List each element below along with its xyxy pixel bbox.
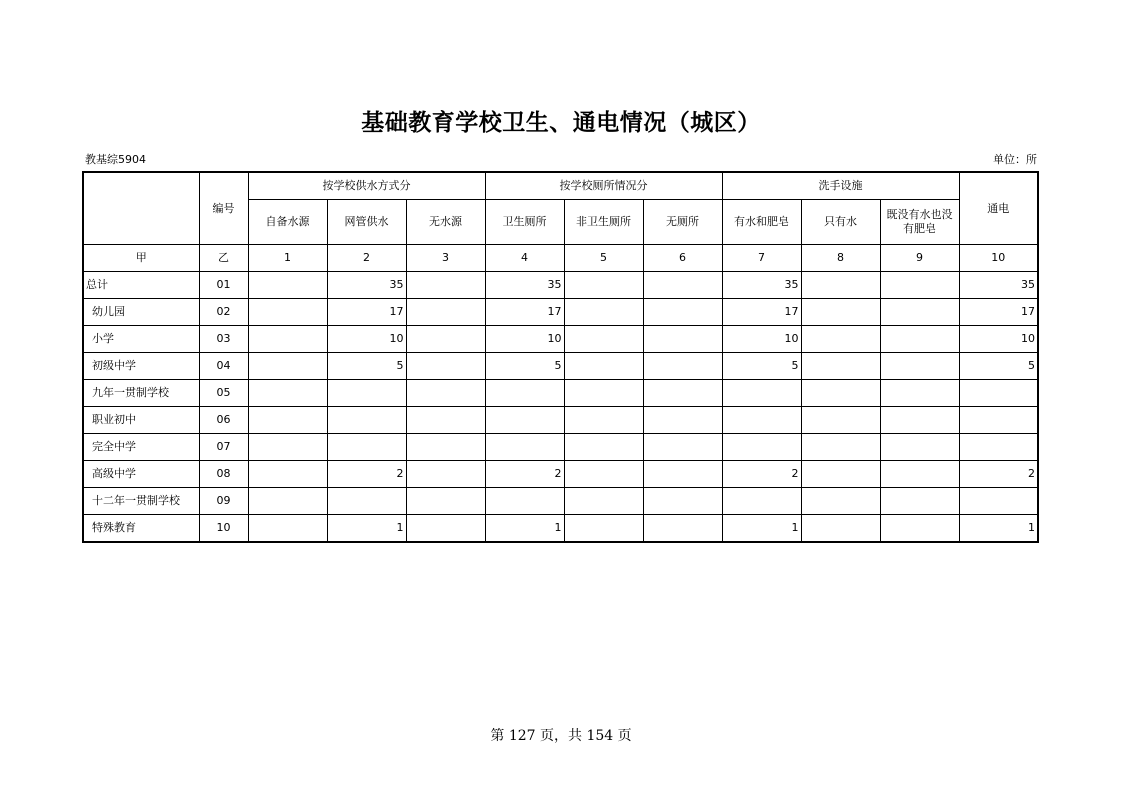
data-cell [801,461,880,488]
data-cell [801,380,880,407]
data-cell [801,353,880,380]
data-cell [248,515,327,543]
index-cell: 甲 [83,245,199,272]
data-cell [564,488,643,515]
data-cell [564,380,643,407]
header-col-no-water: 无水源 [406,200,485,245]
data-cell [485,434,564,461]
data-cell [485,488,564,515]
data-cell [722,407,801,434]
header-row-index [83,245,1038,272]
row-code: 06 [199,407,248,434]
data-cell [564,434,643,461]
data-cell [880,488,959,515]
index-cell: 2 [327,245,406,272]
index-cell: 1 [248,245,327,272]
data-cell [643,515,722,543]
row-code: 03 [199,326,248,353]
header-col-no-toilet: 无厕所 [643,200,722,245]
data-cell [722,434,801,461]
row-code: 10 [199,515,248,543]
row-name: 完全中学 [83,434,199,461]
table-row [83,353,1038,380]
index-cell: 3 [406,245,485,272]
data-cell [643,326,722,353]
data-cell: 10 [722,326,801,353]
index-cell: 9 [880,245,959,272]
data-cell: 1 [485,515,564,543]
index-cell: 8 [801,245,880,272]
data-cell [564,326,643,353]
form-code: 教基综5904 [85,153,146,166]
data-cell [248,461,327,488]
row-code: 05 [199,380,248,407]
data-cell: 5 [722,353,801,380]
data-cell [722,380,801,407]
header-corner-cell [83,172,199,245]
row-name: 初级中学 [83,353,199,380]
data-cell [959,434,1038,461]
header-col-self-water: 自备水源 [248,200,327,245]
data-cell: 1 [722,515,801,543]
data-cell [406,299,485,326]
data-cell: 1 [959,515,1038,543]
data-cell [327,488,406,515]
data-cell [564,461,643,488]
row-code: 08 [199,461,248,488]
data-cell: 2 [722,461,801,488]
data-cell [801,488,880,515]
row-code: 01 [199,272,248,299]
table-row [83,434,1038,461]
row-name: 九年一贯制学校 [83,380,199,407]
header-number: 编号 [199,172,248,245]
data-cell [643,488,722,515]
data-cell [564,353,643,380]
data-cell [801,272,880,299]
data-cell [406,434,485,461]
data-cell [406,380,485,407]
data-cell [248,434,327,461]
header-col-pipe-water: 网管供水 [327,200,406,245]
table-row [83,272,1038,299]
index-cell: 10 [959,245,1038,272]
data-cell [406,353,485,380]
row-code: 04 [199,353,248,380]
data-cell [248,299,327,326]
data-cell [801,434,880,461]
header-row-groups [83,172,1038,200]
data-cell: 17 [327,299,406,326]
data-cell [801,326,880,353]
data-cell [248,380,327,407]
header-col-neither: 既没有水也没有肥皂 [880,200,959,245]
data-cell: 17 [485,299,564,326]
index-cell: 4 [485,245,564,272]
row-name: 高级中学 [83,461,199,488]
header-col-water-soap: 有水和肥皂 [722,200,801,245]
row-code: 02 [199,299,248,326]
data-cell [643,407,722,434]
data-cell [406,326,485,353]
data-cell: 35 [327,272,406,299]
data-cell: 17 [722,299,801,326]
data-cell [643,461,722,488]
row-name: 十二年一贯制学校 [83,488,199,515]
data-cell [564,272,643,299]
data-cell [880,380,959,407]
data-cell [959,380,1038,407]
row-name: 幼儿园 [83,299,199,326]
data-cell [406,461,485,488]
header-col-water-only: 只有水 [801,200,880,245]
data-cell [643,299,722,326]
data-cell [880,515,959,543]
data-cell [880,299,959,326]
data-cell [880,353,959,380]
data-cell [406,515,485,543]
data-cell: 10 [327,326,406,353]
data-cell [485,407,564,434]
header-power: 通电 [959,172,1038,245]
table-row [83,515,1038,543]
header-group-wash: 洗手设施 [722,172,959,200]
data-cell [327,380,406,407]
data-cell: 35 [959,272,1038,299]
data-cell [485,380,564,407]
table-row [83,380,1038,407]
data-cell [643,272,722,299]
data-cell [801,515,880,543]
data-cell: 5 [959,353,1038,380]
index-cell: 7 [722,245,801,272]
header-col-nonsanitary-toilet: 非卫生厕所 [564,200,643,245]
data-cell [564,299,643,326]
data-cell: 10 [959,326,1038,353]
row-code: 07 [199,434,248,461]
data-cell [801,299,880,326]
data-cell [880,326,959,353]
data-cell [327,407,406,434]
report-table [82,171,1039,543]
header-col-sanitary-toilet: 卫生厕所 [485,200,564,245]
data-cell [959,407,1038,434]
row-name: 总计 [83,272,199,299]
data-cell [327,434,406,461]
table-row [83,461,1038,488]
data-cell [880,434,959,461]
data-cell [801,407,880,434]
data-cell [880,461,959,488]
row-name: 职业初中 [83,407,199,434]
data-cell [564,515,643,543]
table-row [83,488,1038,515]
row-name: 特殊教育 [83,515,199,543]
data-cell [248,353,327,380]
data-cell [406,272,485,299]
row-name: 小学 [83,326,199,353]
row-code: 09 [199,488,248,515]
index-cell: 6 [643,245,722,272]
data-cell: 35 [485,272,564,299]
data-cell [643,380,722,407]
data-cell: 5 [485,353,564,380]
data-cell [643,353,722,380]
data-cell [880,407,959,434]
data-cell [564,407,643,434]
data-cell [643,434,722,461]
page-footer: 第 127 页，共 154 页 [490,728,632,744]
data-cell [406,488,485,515]
data-cell: 2 [327,461,406,488]
table-row [83,407,1038,434]
data-cell [880,272,959,299]
data-cell: 17 [959,299,1038,326]
data-cell: 10 [485,326,564,353]
table-row [83,326,1038,353]
data-cell [248,272,327,299]
data-cell: 2 [959,461,1038,488]
data-cell [959,488,1038,515]
index-cell: 乙 [199,245,248,272]
header-group-water: 按学校供水方式分 [248,172,485,200]
data-cell: 2 [485,461,564,488]
index-cell: 5 [564,245,643,272]
data-cell [722,488,801,515]
unit-label: 单位：所 [993,153,1037,166]
data-cell [248,407,327,434]
table-row [83,299,1038,326]
data-cell: 1 [327,515,406,543]
data-cell [248,326,327,353]
page-title: 基础教育学校卫生、通电情况（城区） [361,110,761,136]
data-cell: 35 [722,272,801,299]
data-cell [406,407,485,434]
data-cell [248,488,327,515]
header-group-toilet: 按学校厕所情况分 [485,172,722,200]
data-cell: 5 [327,353,406,380]
